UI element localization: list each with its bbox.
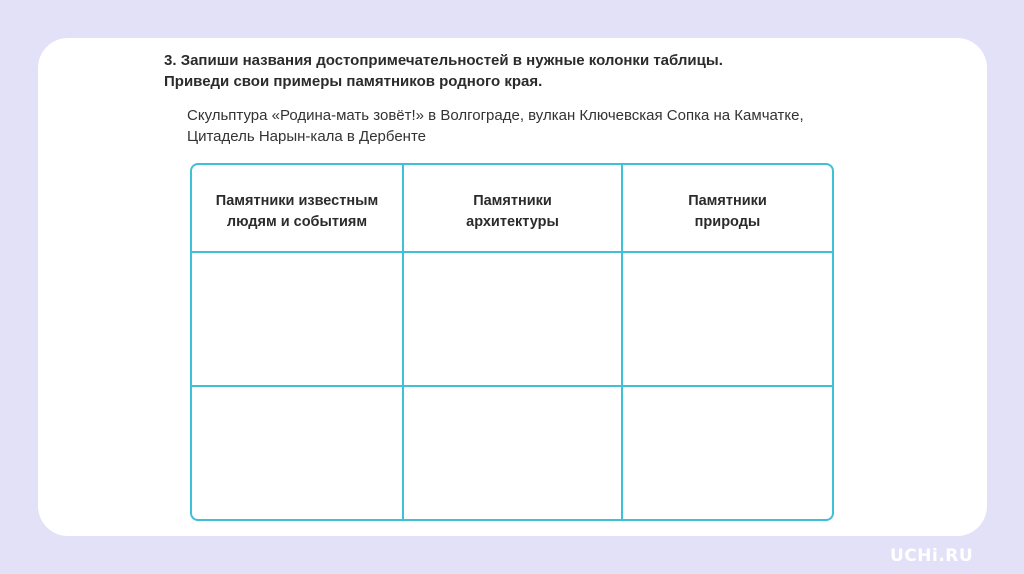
task-instruction-2: Приведи свои примеры памятников родного края.: [164, 73, 543, 90]
header-nature: Памятники природы: [623, 165, 832, 253]
landmark-list: [187, 105, 887, 147]
table-row: [192, 253, 832, 387]
table-row: [192, 387, 832, 519]
task-instruction-1: Запиши названия достопримечательностей в нужные колонки таблицы.: [180, 52, 723, 69]
header-architecture: Памятники архитектуры: [404, 165, 623, 253]
task-text: [164, 50, 864, 92]
answer-cell[interactable]: [623, 253, 832, 387]
answer-cell[interactable]: [404, 253, 623, 387]
answer-cell[interactable]: [404, 387, 623, 519]
task-line-1: [164, 50, 864, 71]
table-header-row: [192, 165, 832, 253]
landmark-list-line-1: Скульптура «Родина-мать зовёт!» в Волгограде, вулкан Ключевская Сопка на Камчатке,: [187, 107, 804, 124]
uchi-logo: UCHi.RU: [890, 546, 974, 566]
answer-cell[interactable]: [192, 253, 404, 387]
answer-cell[interactable]: [623, 387, 832, 519]
landmark-list-line-2: Цитадель Нарын-кала в Дербенте: [187, 128, 426, 145]
answer-table: [190, 163, 834, 521]
header-people-events: Памятники известным людям и событиям: [192, 165, 404, 253]
answer-cell[interactable]: [192, 387, 404, 519]
task-number: 3.: [164, 52, 177, 69]
